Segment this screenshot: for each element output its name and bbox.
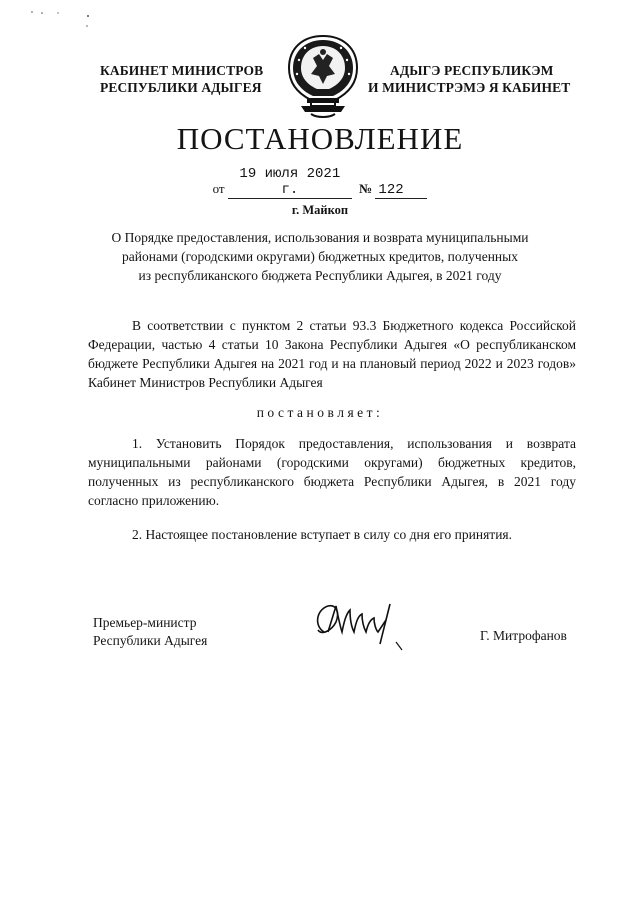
date-prefix: от	[212, 181, 225, 196]
document-date: 19 июля 2021 г.	[228, 166, 352, 199]
signatory-position	[93, 614, 293, 650]
item-2-paragraph	[88, 525, 576, 544]
header-left-line1: КАБИНЕТ МИНИСТРОВ	[100, 63, 264, 78]
preamble-paragraph	[88, 316, 576, 392]
position-line1: Премьер-министр	[93, 615, 197, 630]
scan-specks	[28, 4, 108, 34]
item-1-text: 1. Установить Порядок предоставления, использования и возврата муниципальными районами (городскими округами) бюджетных кредитов, полученных из республиканского бюджета Республики Адыгея, в 2021 году согласно приложению.	[88, 436, 576, 508]
document-subject	[70, 228, 570, 285]
page-title: ПОСТАНОВЛЕНИЕ	[176, 121, 464, 156]
subject-line3: из республиканского бюджета Республики Адыгея, в 2021 году	[138, 268, 502, 283]
signatory-name: Г. Митрофанов	[480, 628, 567, 643]
item-2-text: 2. Настоящее постановление вступает в силу со дня его принятия.	[132, 527, 513, 542]
header-left-line2: РЕСПУБЛИКИ АДЫГЕЯ	[100, 80, 262, 95]
header-right-line2: И МИНИСТРЭМЭ Я КАБИНЕТ	[368, 80, 571, 95]
header-left	[100, 62, 280, 96]
subject-line1: О Порядке предоставления, использования и возврата муниципальными	[111, 230, 529, 245]
handwritten-signature-icon	[306, 596, 416, 652]
subject-line2: районами (городскими округами) бюджетных кредитов, полученных	[122, 249, 518, 264]
preamble-text: В соответствии с пунктом 2 статьи 93.3 Бюджетного кодекса Российской Федерации, частью 4 статьи 10 Закона Республики Адыгея «О республиканском бюджете Республики Адыгея на 2021 год и на плановый период 2022 и 2023 годов» Кабинет Министров Республики Адыгея	[88, 318, 576, 390]
date-number-line	[0, 166, 640, 199]
position-line2: Республики Адыгея	[93, 633, 208, 648]
resolves-heading: постановляет:	[256, 405, 384, 420]
item-1-paragraph	[88, 434, 576, 510]
header-right	[368, 62, 588, 96]
document-number: 122	[375, 182, 427, 199]
header-right-line1: АДЫГЭ РЕСПУБЛИКЭМ	[390, 63, 554, 78]
document-city: г. Майкоп	[291, 203, 349, 217]
coat-of-arms-icon	[283, 32, 363, 120]
number-prefix: №	[359, 181, 373, 196]
